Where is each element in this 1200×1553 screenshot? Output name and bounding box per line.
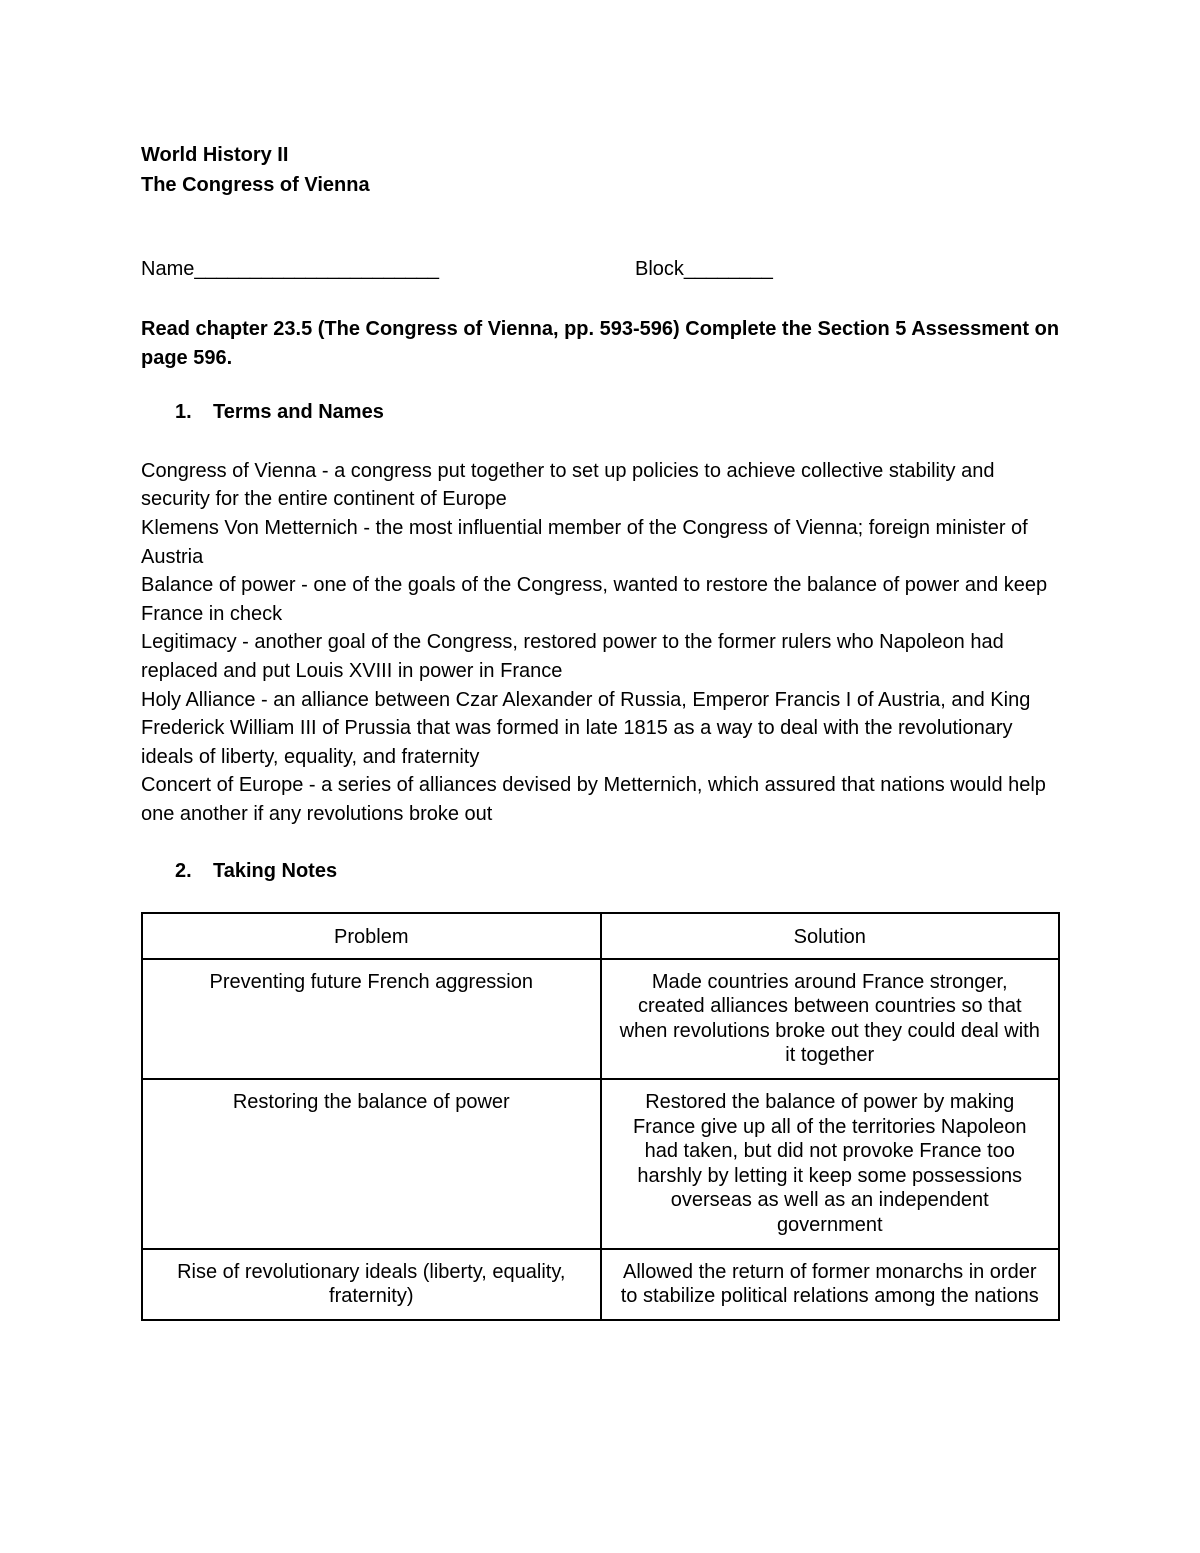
assignment-instructions: Read chapter 23.5 (The Congress of Vienna, pp. 593-596) Complete the Section 5 Assessment on page 596. — [141, 318, 1060, 369]
solution-cell: Allowed the return of former monarchs in order to stabilize political relations among the nations — [601, 1249, 1060, 1320]
term-item: Concert of Europe - a series of alliances devised by Metternich, which assured that nations would help one another if any revolutions broke out — [141, 774, 1046, 825]
name-field[interactable]: Name______________________ — [141, 258, 440, 280]
table-header-row — [142, 913, 1059, 959]
student-info-row — [141, 255, 1061, 285]
section-terms-heading — [141, 398, 1061, 427]
section-number: 1. — [175, 401, 192, 424]
block-field[interactable]: Block________ — [635, 258, 773, 280]
section-title: Terms and Names — [213, 401, 384, 424]
solution-cell: Made countries around France stronger, created alliances between countries so that when revolutions broke out they could deal with it together — [601, 959, 1060, 1079]
page-title: The Congress of Vienna — [141, 174, 370, 196]
term-item: Balance of power - one of the goals of the Congress, wanted to restore the balance of power and keep France in check — [141, 574, 1048, 625]
term-item: Legitimacy - another goal of the Congress, restored power to the former rulers who Napoleon had replaced and put Louis XVIII in power in France — [141, 631, 1004, 682]
section-notes-heading — [141, 857, 1061, 886]
problem-cell: Restoring the balance of power — [142, 1079, 601, 1249]
term-item: Holy Alliance - an alliance between Czar Alexander of Russia, Emperor Francis I of Austria, and King Frederick William III of Prussia that was formed in late 1815 as a way to deal with the revolutionary ideals of liberty, equality, and fraternity — [141, 688, 1031, 768]
table-row — [142, 1249, 1059, 1320]
solution-cell: Restored the balance of power by making France give up all of the territories Napoleon had taken, but did not provoke France too harshly by letting it keep some possessions overseas as well as an independent government — [601, 1079, 1060, 1249]
document-page — [141, 140, 1061, 1321]
section-title: Taking Notes — [213, 859, 338, 882]
column-header-solution: Solution — [601, 913, 1060, 959]
term-item: Klemens Von Metternich - the most influential member of the Congress of Vienna; foreign minister of Austria — [141, 516, 1028, 568]
term-item: Congress of Vienna - a congress put together to set up policies to achieve collective stability and security for the entire continent of Europe — [141, 459, 995, 511]
problem-solution-table — [141, 912, 1060, 1321]
course-title: World History II — [141, 144, 289, 166]
table-row — [142, 959, 1059, 1079]
table-row — [142, 1079, 1059, 1249]
problem-cell: Preventing future French aggression — [142, 959, 601, 1079]
problem-cell: Rise of revolutionary ideals (liberty, equality, fraternity) — [142, 1249, 601, 1320]
terms-list — [141, 457, 1061, 829]
section-number: 2. — [175, 859, 192, 882]
column-header-problem: Problem — [142, 913, 601, 959]
